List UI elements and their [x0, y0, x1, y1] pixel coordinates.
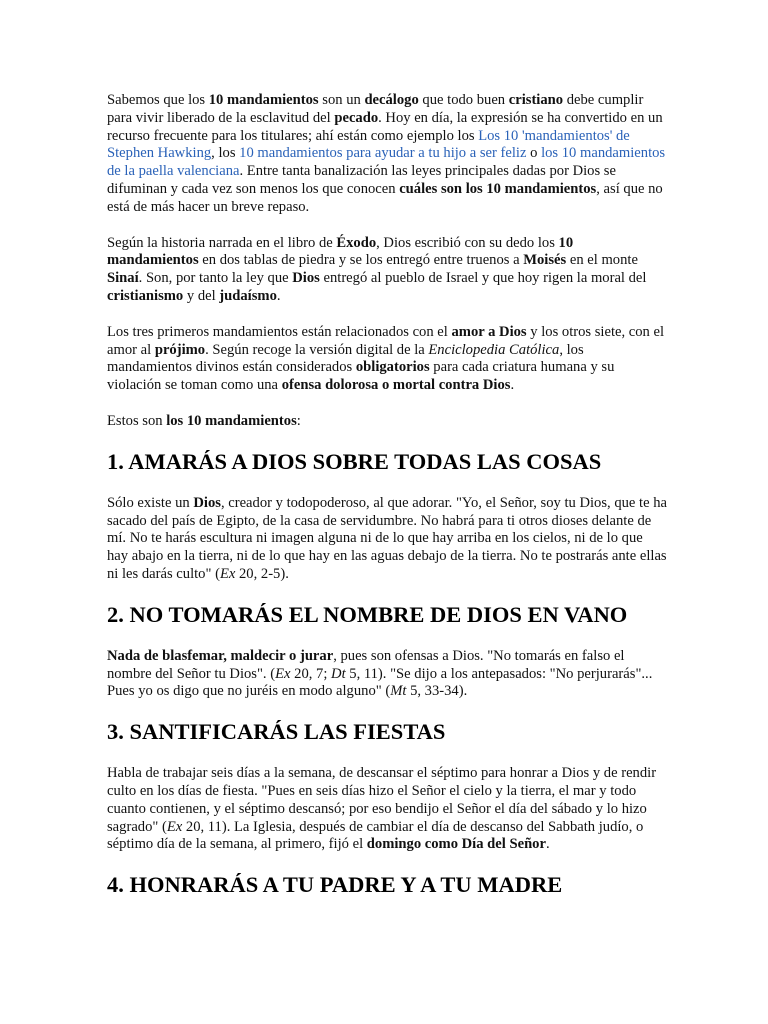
- text: 20, 7;: [290, 665, 332, 682]
- text: , creador y todopoderoso, al que adorar. "Yo, el Señor, soy tu Dios, que te ha sacado del país de Egipto, de la casa de servidumbre. No habrá para ti otros dioses delante de mí. No te harás escultura ni imagen alguna ni de lo que hay arriba en los cielos, ni de lo que hay abajo en la tierra, ni de lo que hay en las aguas debajo de la tierra. No te postrarás ante ellas ni les darás culto" (: [107, 494, 668, 582]
- italic-text: Enciclopedia Católica: [428, 341, 560, 358]
- italic-text: Ex: [219, 565, 236, 582]
- bold-text: Sinaí: [107, 270, 139, 287]
- bold-text: Éxodo: [336, 234, 377, 251]
- bold-text: ofensa dolorosa o mortal contra Dios: [281, 377, 511, 394]
- text: son un: [318, 92, 365, 108]
- text: , Dios escribió con su dedo los: [376, 234, 559, 251]
- bold-text: cristiano: [508, 92, 564, 108]
- bold-text: los 10 mandamientos: [166, 412, 297, 429]
- commandment-2-heading: 2. NO TOMARÁS EL NOMBRE DE DIOS EN VANO: [107, 601, 628, 627]
- text: .: [545, 836, 550, 853]
- bold-text: amor a Dios: [451, 323, 527, 340]
- bold-text: 10 mandamientos: [107, 234, 574, 269]
- text: . Entre tanta banalización las leyes principales dadas por Dios se difuminan y cada vez son menos los que conocen: [107, 163, 616, 197]
- text: Los tres primeros mandamientos están relacionados con el: [107, 323, 452, 340]
- bold-text: prójimo: [154, 341, 206, 358]
- intro-paragraph: [107, 92, 667, 217]
- bold-text: cuáles son los 10 mandamientos: [399, 180, 597, 197]
- link-hijo-feliz[interactable]: 10 mandamientos para ayudar a tu hijo a ser feliz: [239, 145, 527, 162]
- commandment-2-paragraph: [107, 648, 667, 701]
- text: o: [526, 145, 542, 162]
- bold-text: Dios: [193, 494, 221, 511]
- text: 5, 11). "Se dijo a los antepasados: "No perjurarás"... Pues yo os digo que no juréis en modo alguno" (: [107, 665, 653, 700]
- commandment-1-heading: 1. AMARÁS A DIOS SOBRE TODAS LAS COSAS: [107, 448, 602, 474]
- text: .: [510, 377, 515, 394]
- bold-text: obligatorios: [355, 359, 430, 376]
- text: Según la historia narrada en el libro de: [107, 234, 337, 251]
- relation-paragraph: [107, 324, 667, 395]
- text: .: [276, 287, 281, 304]
- text: . Son, por tanto la ley que: [138, 270, 293, 287]
- text: en el monte: [566, 252, 638, 269]
- commandment-1-paragraph: [107, 495, 667, 584]
- text: Habla de trabajar seis días a la semana, de descansar el séptimo para honrar a Dios y de rendir culto en los días de fiesta. "Pues en seis días hizo el Señor el cielo y la tierra, el mar y todo cuanto contienen, y el séptimo descansó; por eso bendijo el Señor el día del sábado y lo hizo sagrado" (: [107, 765, 657, 835]
- italic-text: Ex: [166, 818, 183, 835]
- bold-text: domingo como Día del Señor: [366, 836, 546, 853]
- commandment-3-heading: 3. SANTIFICARÁS LAS FIESTAS: [107, 719, 446, 745]
- bold-text: pecado: [334, 109, 379, 126]
- text: entregó al pueblo de Israel y que hoy rigen la moral del: [319, 270, 647, 287]
- bold-text: 10 mandamientos: [208, 92, 319, 108]
- link-paella-valenciana[interactable]: los 10 mandamientos de la paella valenciana: [107, 145, 666, 180]
- text: y del: [183, 287, 220, 304]
- text: 20, 11). La Iglesia, después de cambiar el día de descanso del Sabbath judío, o séptimo día de la semana, al primero, fijó el: [107, 818, 644, 853]
- text: . Hoy en día, la expresión se ha convertido en un recurso frecuente para los titulares; ahí están como ejemplo los: [107, 109, 663, 144]
- bold-text: judaísmo: [219, 287, 277, 304]
- text: Sólo existe un: [107, 494, 194, 511]
- history-paragraph: [107, 235, 667, 306]
- bold-text: decálogo: [364, 92, 419, 108]
- italic-text: Dt: [331, 665, 346, 682]
- italic-text: Ex: [275, 665, 291, 682]
- list-intro-paragraph: [107, 413, 667, 431]
- text: , así que no está de más hacer un breve repaso.: [107, 180, 663, 215]
- document-body: [107, 92, 667, 918]
- text: 5, 33-34).: [406, 683, 468, 700]
- text: Sabemos que los: [107, 92, 209, 108]
- text: , los: [211, 145, 240, 162]
- text: , pues son ofensas a Dios. "No tomarás en falso el nombre del Señor tu Dios". (: [107, 647, 625, 682]
- text: :: [296, 412, 301, 429]
- bold-text: cristianismo: [107, 287, 184, 304]
- bold-text: Moisés: [523, 252, 567, 269]
- text: . Según recoge la versión digital de la: [205, 341, 429, 358]
- link-stephen-hawking[interactable]: Los 10 'mandamientos' de Stephen Hawking: [107, 127, 630, 162]
- text: en dos tablas de piedra y se los entregó entre truenos a: [198, 252, 524, 269]
- commandment-3-paragraph: [107, 765, 667, 854]
- italic-text: Mt: [390, 683, 407, 700]
- bold-text: Dios: [292, 270, 320, 287]
- text: para cada criatura humana y su violación se toman como una: [107, 359, 615, 394]
- text: que todo buen: [418, 92, 509, 108]
- text: 20, 2-5).: [235, 565, 289, 582]
- text: Estos son: [107, 412, 167, 429]
- text: debe cumplir para vivir liberado de la esclavitud del: [107, 92, 644, 126]
- bold-text: Nada de blasfemar, maldecir o jurar: [107, 647, 334, 664]
- text: y los otros siete, con el amor al: [107, 323, 665, 358]
- commandment-4-heading: 4. HONRARÁS A TU PADRE Y A TU MADRE: [107, 872, 563, 898]
- text: , los mandamientos divinos están considerados: [107, 341, 584, 376]
